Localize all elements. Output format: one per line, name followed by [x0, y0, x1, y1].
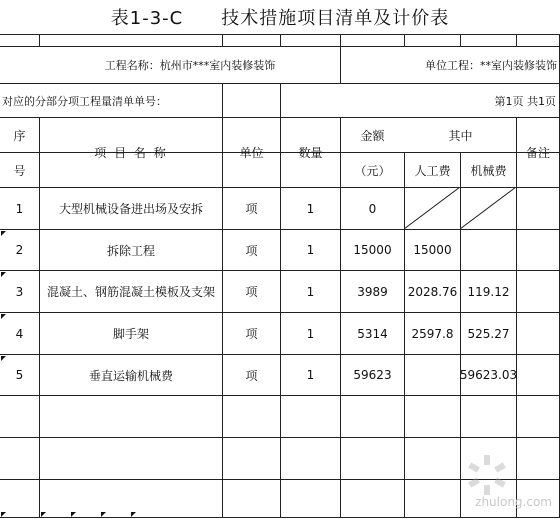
bottom-marker-1	[1, 512, 6, 517]
row-2-name: 拆除工程	[106, 243, 155, 258]
row-4-name: 脚手架	[112, 327, 149, 341]
row-2-amount: 15000	[353, 243, 392, 257]
row-2-unit: 项	[245, 243, 258, 258]
watermark-text: zhulong.com	[475, 495, 552, 509]
row-4-machine: 525.27	[467, 326, 510, 341]
row-1-amount: 0	[368, 201, 377, 216]
row-1-unit: 项	[245, 202, 258, 216]
row-2-machine	[461, 230, 516, 270]
row-3-no: 3	[15, 284, 24, 299]
row-5-labor	[405, 355, 460, 395]
watermark-logo-icon	[462, 453, 512, 497]
row-3-qty: 1	[306, 284, 315, 299]
row-5-qty: 1	[306, 368, 315, 382]
header-labor: 人工费	[414, 163, 451, 178]
header-among: 其中	[448, 128, 473, 143]
header-unit: 单位	[239, 146, 264, 160]
row-5-name: 垂直运输机械费	[88, 368, 173, 383]
row-1-labor-empty-slash	[404, 187, 460, 229]
row-2-no: 2	[15, 243, 24, 257]
header-machine: 机械费	[470, 163, 507, 178]
bottom-marker-5	[131, 512, 136, 517]
row-5-unit: 项	[245, 368, 258, 383]
row-4-no: 4	[15, 326, 24, 341]
row-4-amount: 5314	[357, 326, 388, 341]
row-2-qty: 1	[306, 243, 315, 257]
sheet-title: 表1-3-C 技术措施项目清单及计价表	[110, 8, 450, 29]
row-1-machine-empty-slash	[460, 187, 516, 229]
row-1-no: 1	[15, 201, 24, 216]
row-5-amount: 59623	[353, 368, 392, 382]
unit-project: 单位工程：**室内装修装饰	[425, 59, 557, 72]
row-4-qty: 1	[306, 326, 315, 341]
row-1-name: 大型机械设备进出场及安拆	[58, 202, 203, 216]
row-3-amount: 3989	[357, 284, 388, 299]
row-4-labor: 2597.8	[411, 326, 454, 341]
row-1-qty: 1	[306, 201, 315, 216]
row-3-name: 混凝土、钢筋混凝土模板及支架	[46, 285, 215, 299]
row-3-labor: 2028.76	[407, 284, 458, 299]
row-4-unit: 项	[245, 327, 258, 341]
bottom-marker-3	[71, 512, 76, 517]
header-item-name: 项 目 名 称	[94, 146, 168, 160]
row-3-unit: 项	[245, 285, 258, 299]
bottom-marker-2	[41, 512, 46, 517]
header-amount-top: 金额	[360, 128, 385, 143]
row-5-machine: 59623.03	[459, 368, 518, 382]
page-info: 第1页 共1页	[494, 94, 556, 108]
header-amount-bottom: （元）	[354, 163, 391, 178]
row-2-labor: 15000	[413, 243, 452, 257]
project-name: 工程名称：杭州市***室内装修装饰	[104, 59, 276, 72]
row-5-no: 5	[15, 368, 24, 382]
row-3-machine: 119.12	[467, 284, 510, 299]
header-remarks: 备注	[525, 146, 550, 160]
header-qty: 数量	[298, 146, 323, 160]
header-seq-bottom: 号	[13, 163, 26, 178]
bill-ref-label: 对应的分部分项工程量清单单号：	[2, 94, 167, 108]
bottom-marker-4	[101, 512, 106, 517]
header-seq-top: 序	[13, 128, 26, 143]
